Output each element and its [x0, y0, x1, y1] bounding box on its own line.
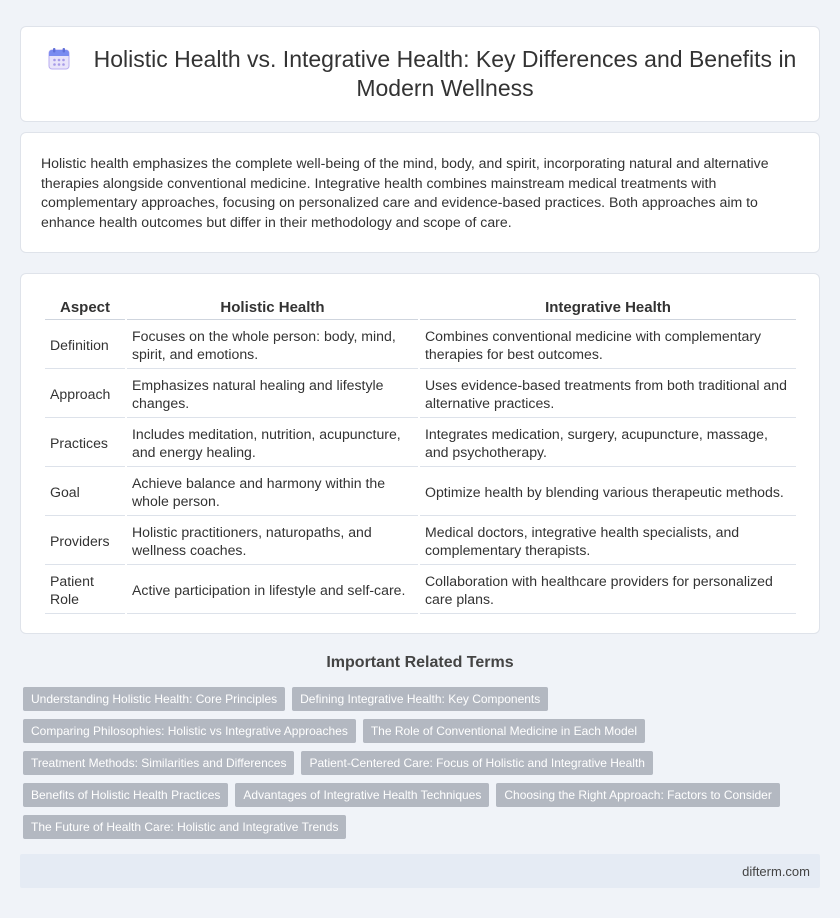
integrative-cell: Combines conventional medicine with complementary therapies for best outcomes.: [420, 322, 796, 369]
aspect-cell: Patient Role: [45, 567, 125, 614]
related-terms-heading: Important Related Terms: [326, 654, 514, 671]
intro-card: [20, 132, 820, 253]
related-term-tag[interactable]: Treatment Methods: Similarities and Differences: [23, 751, 294, 775]
holistic-cell: Emphasizes natural healing and lifestyle changes.: [127, 371, 418, 418]
related-term-tag[interactable]: Patient-Centered Care: Focus of Holistic and Integrative Health: [301, 751, 653, 775]
table-row: [45, 371, 796, 418]
aspect-cell: Practices: [45, 420, 125, 467]
related-term-tag[interactable]: Advantages of Integrative Health Techniques: [235, 783, 489, 807]
table-row: [45, 420, 796, 467]
integrative-cell: Uses evidence-based treatments from both traditional and alternative practices.: [420, 371, 796, 418]
aspect-cell: Providers: [45, 518, 125, 565]
column-header-integrative: Integrative Health: [420, 296, 796, 320]
related-term-tag[interactable]: Comparing Philosophies: Holistic vs Integrative Approaches: [23, 719, 356, 743]
integrative-cell: Integrates medication, surgery, acupuncture, massage, and psychotherapy.: [420, 420, 796, 467]
calendar-icon: [47, 47, 71, 71]
holistic-cell: Holistic practitioners, naturopaths, and wellness coaches.: [127, 518, 418, 565]
related-term-tag[interactable]: Defining Integrative Health: Key Components: [292, 687, 548, 711]
comparison-card: [20, 273, 820, 634]
column-header-aspect: Aspect: [45, 296, 125, 320]
site-link[interactable]: difterm.com: [742, 864, 810, 879]
table-row: [45, 322, 796, 369]
holistic-cell: Active participation in lifestyle and self-care.: [127, 567, 418, 614]
related-terms-list: [23, 687, 813, 839]
holistic-cell: Focuses on the whole person: body, mind, spirit, and emotions.: [127, 322, 418, 369]
table-row: [45, 518, 796, 565]
header-card: [20, 26, 820, 122]
integrative-cell: Collaboration with healthcare providers for personalized care plans.: [420, 567, 796, 614]
page-title: Holistic Health vs. Integrative Health: Key Differences and Benefits in Modern Wellness: [93, 46, 797, 101]
holistic-cell: Includes meditation, nutrition, acupuncture, and energy healing.: [127, 420, 418, 467]
intro-paragraph: Holistic health emphasizes the complete well-being of the mind, body, and spirit, incorporating natural and alternative therapies alongside conventional medicine. Integrative health combines mainstream medical treatments with complementary approaches, focusing on personalized care and evidence-based practices. Both approaches aim to enhance health outcomes but differ in their methodology and scope of care.: [41, 155, 769, 230]
integrative-cell: Optimize health by blending various therapeutic methods.: [420, 469, 796, 516]
comparison-table: [43, 294, 798, 616]
table-row: [45, 469, 796, 516]
related-term-tag[interactable]: Understanding Holistic Health: Core Principles: [23, 687, 285, 711]
related-term-tag[interactable]: Choosing the Right Approach: Factors to Consider: [496, 783, 779, 807]
aspect-cell: Definition: [45, 322, 125, 369]
aspect-cell: Approach: [45, 371, 125, 418]
related-term-tag[interactable]: Benefits of Holistic Health Practices: [23, 783, 228, 807]
related-term-tag[interactable]: The Future of Health Care: Holistic and Integrative Trends: [23, 815, 346, 839]
column-header-holistic: Holistic Health: [127, 296, 418, 320]
table-row: [45, 567, 796, 614]
aspect-cell: Goal: [45, 469, 125, 516]
table-header-row: [45, 296, 796, 320]
footer-bar: [20, 854, 820, 888]
related-term-tag[interactable]: The Role of Conventional Medicine in Each Model: [363, 719, 645, 743]
integrative-cell: Medical doctors, integrative health specialists, and complementary therapists.: [420, 518, 796, 565]
holistic-cell: Achieve balance and harmony within the whole person.: [127, 469, 418, 516]
